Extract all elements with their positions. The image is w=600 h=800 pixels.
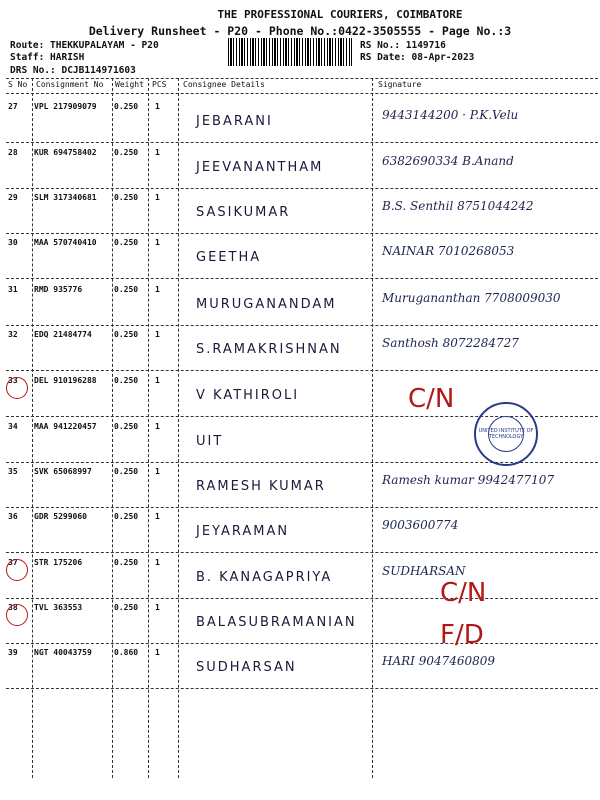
row-weight: 0.250: [114, 102, 139, 111]
row-signature: 9003600774: [382, 518, 459, 532]
row-consignee-name: RAMESH KUMAR: [196, 479, 326, 494]
row-signature: NAINAR 7010268053: [382, 244, 515, 258]
row-weight: 0.250: [114, 603, 139, 612]
row-consignee-name: V KATHIROLI: [196, 388, 300, 403]
row-sno: 30: [8, 238, 18, 247]
runsheet-subtitle: Delivery Runsheet - P20 - Phone No.:0422-3505555 - Page No.:3: [88, 24, 512, 38]
row-sno: 35: [8, 467, 18, 476]
row-mark-circle: [6, 604, 28, 626]
fd-annotation: F/D: [440, 620, 484, 650]
row-consignee-name: UIT: [196, 434, 224, 449]
col-divider: [32, 78, 33, 778]
barcode: [228, 38, 352, 66]
row-consignee-name: JEYARAMAN: [196, 524, 290, 539]
row-weight: 0.250: [114, 558, 139, 567]
row-weight: 0.250: [114, 376, 139, 385]
row-pcs: 1: [155, 193, 160, 202]
row-consignment-no: MAA 570740410: [34, 238, 97, 247]
institute-stamp: [474, 402, 538, 466]
row-weight: 0.250: [114, 238, 139, 247]
row-pcs: 1: [155, 102, 160, 111]
row-signature: Ramesh kumar 9942477107: [382, 473, 555, 487]
col-header-weight: Weight: [115, 80, 144, 89]
row-weight: 0.250: [114, 467, 139, 476]
row-sno: 38: [8, 603, 18, 612]
row-weight: 0.250: [114, 148, 139, 157]
row-pcs: 1: [155, 603, 160, 612]
table-top-rule: [6, 78, 598, 79]
row-consignee-name: SASIKUMAR: [196, 205, 291, 220]
col-header-consignee: Consignee Details: [183, 80, 265, 89]
rs-no-label: RS No.: 1149716: [360, 40, 446, 51]
col-header-consignment: Consignment No: [36, 80, 104, 89]
row-signature: SUDHARSAN: [382, 564, 466, 578]
row-consignee-name: SUDHARSAN: [196, 660, 297, 675]
row-consignment-no: TVL 363553: [34, 603, 83, 612]
row-divider: [6, 233, 598, 234]
row-signature: Murugananthan 7708009030: [382, 291, 561, 305]
staff-label: Staff: HARISH: [10, 52, 85, 63]
row-consignee-name: JEBARANI: [196, 114, 273, 129]
col-divider: [148, 78, 149, 778]
row-sno: 36: [8, 512, 18, 521]
route-label: Route: THEKKUPALAYAM - P20: [10, 40, 159, 51]
row-divider: [6, 325, 598, 326]
row-sno: 34: [8, 422, 18, 431]
row-signature: 6382690334 B.Anand: [382, 154, 514, 168]
row-divider: [6, 507, 598, 508]
row-sno: 37: [8, 558, 18, 567]
col-header-pcs: PCS: [152, 80, 167, 89]
row-weight: 0.250: [114, 330, 139, 339]
row-consignee-name: GEETHA: [196, 250, 262, 265]
row-consignment-no: NGT 40043759: [34, 648, 92, 657]
row-signature: 9443144200 · P.K.Velu: [382, 108, 519, 122]
row-weight: 0.250: [114, 285, 139, 294]
col-divider: [112, 78, 113, 778]
row-divider: [6, 370, 598, 371]
stamp-text: UNITED INSTITUTE OF TECHNOLOGY: [478, 428, 534, 440]
row-mark-circle: [6, 559, 28, 581]
row-sno: 27: [8, 102, 18, 111]
cn-annotation: C/N: [408, 384, 455, 414]
row-signature: Santhosh 8072284727: [382, 336, 519, 350]
row-consignment-no: KUR 694758402: [34, 148, 97, 157]
row-pcs: 1: [155, 238, 160, 247]
row-divider: [6, 142, 598, 143]
row-divider: [6, 643, 598, 644]
row-sno: 32: [8, 330, 18, 339]
row-pcs: 1: [155, 330, 160, 339]
row-weight: 0.860: [114, 648, 139, 657]
row-consignment-no: SVK 65068997: [34, 467, 92, 476]
col-divider: [178, 78, 179, 778]
row-consignment-no: RMD 935776: [34, 285, 83, 294]
row-pcs: 1: [155, 376, 160, 385]
row-consignee-name: MURUGANANDAM: [196, 297, 337, 312]
rs-date-label: RS Date: 08-Apr-2023: [360, 52, 475, 63]
row-consignment-no: STR 175206: [34, 558, 83, 567]
row-consignment-no: VPL 217909079: [34, 102, 97, 111]
row-sno: 28: [8, 148, 18, 157]
row-pcs: 1: [155, 422, 160, 431]
row-weight: 0.250: [114, 512, 139, 521]
row-consignee-name: B. KANAGAPRIYA: [196, 570, 333, 585]
row-pcs: 1: [155, 512, 160, 521]
row-sno: 29: [8, 193, 18, 202]
row-divider: [6, 598, 598, 599]
row-consignment-no: MAA 941220457: [34, 422, 97, 431]
col-header-signature: Signature: [378, 80, 422, 89]
row-sno: 39: [8, 648, 18, 657]
drs-label: DRS No.: DCJB114971603: [10, 65, 136, 76]
row-consignment-no: EDQ 21484774: [34, 330, 92, 339]
row-pcs: 1: [155, 648, 160, 657]
row-divider: [6, 688, 598, 689]
company-title: THE PROFESSIONAL COURIERS, COIMBATORE: [217, 8, 463, 21]
row-mark-circle: [6, 377, 28, 399]
row-consignment-no: DEL 910196288: [34, 376, 97, 385]
row-weight: 0.250: [114, 193, 139, 202]
row-pcs: 1: [155, 285, 160, 294]
col-divider: [372, 78, 373, 778]
row-pcs: 1: [155, 467, 160, 476]
row-sno: 33: [8, 376, 18, 385]
row-sno: 31: [8, 285, 18, 294]
row-divider: [6, 188, 598, 189]
row-pcs: 1: [155, 148, 160, 157]
row-consignment-no: GDR 5299060: [34, 512, 87, 521]
row-signature: HARI 9047460809: [382, 654, 496, 668]
row-signature: B.S. Senthil 8751044242: [382, 199, 534, 213]
cn-annotation: C/N: [440, 578, 487, 608]
row-pcs: 1: [155, 558, 160, 567]
row-divider: [6, 278, 598, 279]
col-header-sno: S No: [8, 80, 28, 89]
row-weight: 0.250: [114, 422, 139, 431]
row-consignee-name: S.RAMAKRISHNAN: [196, 342, 342, 357]
row-consignment-no: SLM 317340681: [34, 193, 97, 202]
row-consignee-name: JEEVANANTHAM: [196, 160, 324, 175]
row-consignee-name: BALASUBRAMANIAN: [196, 615, 357, 630]
header-rule: [6, 93, 598, 94]
row-divider: [6, 552, 598, 553]
